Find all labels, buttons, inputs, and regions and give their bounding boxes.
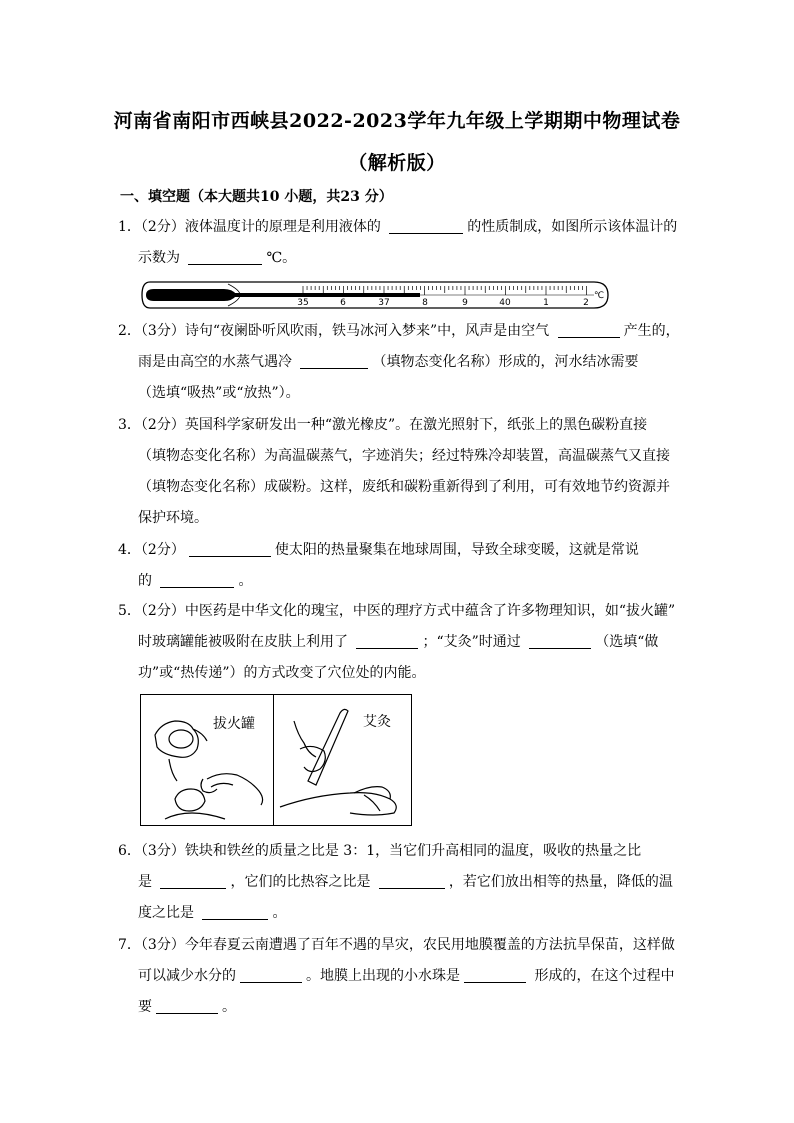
question-score: （2分） (140, 603, 185, 619)
question-text: （填物态变化名称）成碳粉。这样，废纸和碳粉重新得到了利用，可有效地节约资源并 (138, 479, 670, 495)
question-number: 2． (118, 323, 141, 339)
question-text: 形成的，在这个过程中 (530, 968, 675, 984)
question-text: 时玻璃罐能被吸附在皮肤上利用了 (138, 634, 353, 650)
question-4 (118, 535, 686, 597)
answer-blank[interactable] (464, 966, 526, 983)
question-text: 度之比是 (138, 905, 199, 921)
question-text: 是 (138, 874, 157, 890)
question-score: （3分） (140, 937, 185, 953)
question-score: （3分） (140, 843, 185, 859)
question-text: 英国科学家研发出一种“激光橡皮”。在激光照射下，纸张上的黑色碳粉直接 (184, 417, 648, 433)
thermometer-figure (140, 278, 612, 312)
question-text: 中医药是中华文化的瑰宝，中医的理疗方式中蕴含了许多物理知识，如“拔火罐” (184, 603, 676, 619)
question-7 (118, 930, 686, 1023)
question-text: ℃。 (266, 250, 297, 266)
answer-blank[interactable] (240, 966, 302, 983)
question-text: 。地膜上出现的小水珠是 (306, 968, 460, 984)
cupping-label: 拔火罐 (213, 716, 255, 732)
question-score: （3分） (140, 323, 185, 339)
thermo-unit-label: ℃ (593, 291, 605, 301)
question-text: 。 (272, 905, 287, 921)
question-text: 使太阳的热量聚集在地球周围，导致全球变暖，这就是常说 (274, 542, 639, 558)
thermo-tick-label: 1 (543, 298, 549, 308)
answer-blank[interactable] (156, 997, 218, 1014)
answer-blank[interactable] (300, 352, 368, 369)
question-number: 5． (118, 603, 141, 619)
question-text: （选填“吸热”或“放热”）。 (138, 385, 300, 401)
question-number: 3． (118, 417, 141, 433)
answer-blank[interactable] (379, 872, 445, 889)
question-3 (118, 410, 686, 534)
question-text: 可以减少水分的 (138, 968, 236, 984)
exam-title: 河南省南阳市西峡县2022-2023学年九年级上学期期中物理试卷 (113, 110, 681, 132)
question-text: ；“艾灸”时通过 (422, 634, 526, 650)
question-score: （2分） (140, 542, 185, 558)
question-number: 1． (118, 219, 141, 235)
thermo-tick-label: 2 (583, 298, 589, 308)
question-text: 示数为 (138, 250, 185, 266)
thermo-tick-label: 37 (378, 298, 390, 308)
question-text: ，它们的比热容之比是 (230, 874, 375, 890)
thermo-tick-label: 6 (340, 298, 346, 308)
question-text: 产生的， (623, 323, 680, 339)
question-text: 雨是由高空的水蒸气遇冷 (138, 354, 297, 370)
question-text: 要 (138, 999, 152, 1015)
question-1 (118, 212, 686, 274)
answer-blank[interactable] (389, 217, 463, 234)
question-score: （2分） (140, 219, 185, 235)
question-text: 保护环境。 (138, 510, 208, 526)
thermo-tick-label: 9 (462, 298, 468, 308)
question-text: （填物态变化名称）为高温碳蒸气，字迹消失；经过特殊冷却装置，高温碳蒸气又直接 (138, 448, 670, 464)
question-5 (118, 596, 686, 689)
question-number: 4． (118, 542, 141, 558)
question-text: 。 (222, 999, 236, 1015)
thermo-tick-label: 8 (422, 298, 428, 308)
cupping-illustration (141, 695, 273, 825)
question-text: 的 (138, 573, 157, 589)
answer-blank[interactable] (160, 872, 226, 889)
question-text: 功”或“热传递”）的方式改变了穴位处的内能。 (138, 665, 426, 681)
answer-blank[interactable] (189, 540, 271, 557)
thermo-tick-label: 35 (297, 298, 309, 308)
answer-blank[interactable] (529, 632, 591, 649)
answer-blank[interactable] (202, 903, 268, 920)
question-text: 。 (238, 573, 253, 589)
answer-blank[interactable] (558, 321, 620, 338)
question-text: 铁块和铁丝的质量之比是 3：1，当它们升高相同的温度，吸收的热量之比 (184, 843, 642, 859)
cupping-moxibustion-figure (140, 694, 412, 826)
question-text: （选填“做 (595, 634, 659, 650)
question-number: 6． (118, 843, 141, 859)
question-6 (118, 836, 686, 929)
thermo-tick-label: 40 (499, 298, 511, 308)
question-text: 诗句“夜阑卧听风吹雨，铁马冰河入梦来”中，风声是由空气 (184, 323, 554, 339)
answer-blank[interactable] (188, 248, 262, 265)
question-2 (118, 316, 686, 409)
answer-blank[interactable] (160, 571, 234, 588)
question-text: 的性质制成，如图所示该体温计的 (467, 219, 678, 235)
exam-subtitle: （解析版） (348, 152, 446, 174)
question-text: 今年春夏云南遭遇了百年不遇的旱灾，农民用地膜覆盖的方法抗旱保苗，这样做 (184, 937, 675, 953)
question-text: 液体温度计的原理是利用液体的 (184, 219, 386, 235)
question-number: 7． (118, 937, 141, 953)
moxibustion-illustration (274, 695, 411, 825)
moxibustion-label: 艾灸 (363, 714, 391, 730)
question-score: （2分） (140, 417, 185, 433)
question-text: ，若它们放出相等的热量，降低的温 (448, 874, 673, 890)
answer-blank[interactable] (356, 632, 418, 649)
question-text: （填物态变化名称）形成的，河水结冰需要 (372, 354, 639, 370)
section-heading: 一、填空题（本大题共10 小题，共23 分） (120, 189, 393, 205)
